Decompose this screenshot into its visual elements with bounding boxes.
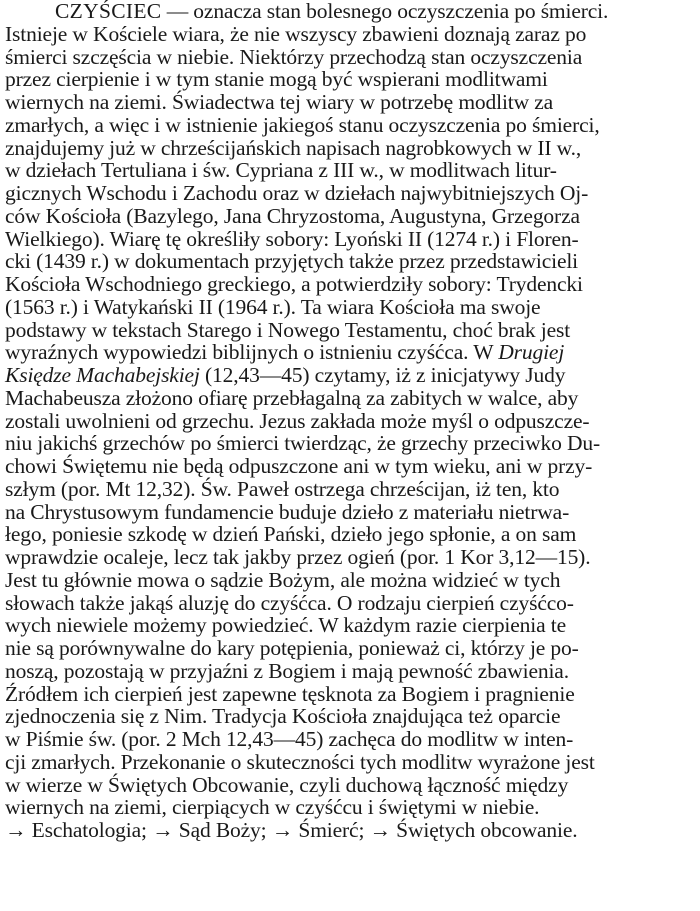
entry-line-32: zjednoczenia się z Nim. Tradycja Kościoła znajdująca też oparcie — [5, 704, 561, 729]
entry-line-24: łego, poniesie szkodę w dzień Pański, dzieło jego spłonie, a on sam — [5, 522, 577, 547]
entry-line-21: chowi Świętemu nie będą odpuszczone ani w tym wieku, ani w przy- — [5, 454, 593, 478]
entry-line-2: Istnieje w Kościele wiara, że nie wszyscy zbawieni doznają zaraz po — [5, 21, 587, 46]
entry-line-29: nie są porównywalne do kary potępienia, ponieważ ci, którzy je po- — [5, 636, 579, 660]
entry-line-22: szłym (por. Mt 12,32). Św. Paweł ostrzega chrześcijan, iż ten, kto — [5, 476, 560, 501]
arrow-right-icon: → — [5, 818, 27, 842]
italic-book-title: Drugiej — [498, 340, 565, 365]
entry-line-3: śmierci szczęścia w niebie. Niektórzy przechodzą stan oczyszczenia — [5, 44, 583, 69]
entry-line-23: na Chrystusowym fundamencie buduje dzieło z materiału nietrwa- — [5, 499, 570, 524]
arrow-right-icon: → — [369, 818, 391, 842]
cross-reference-smierc[interactable]: → Śmierć; — [271, 818, 365, 842]
italic-book-title: Księdze Machabejskiej — [5, 363, 200, 387]
entry-line-28: wych niewiele możemy powiedzieć. W każdym razie cierpienia te — [5, 613, 567, 638]
entry-line-19: zostali uwolnieni od grzechu. Jezus zakłada może myśl o odpuszcze- — [5, 408, 590, 433]
entry-line-7: znajdujemy już w chrześcijańskich napisach nagrobkowych w II w., — [5, 135, 582, 160]
entry-line-31: Źródłem ich cierpień jest zapewne tęsknota za Bogiem i pragnienie — [5, 681, 575, 706]
entry-line-1: CZYŚCIEC — oznacza stan bolesnego oczyszczenia po śmierci. — [55, 0, 609, 23]
entry-line-6: zmarłych, a więc i w istnienie jakiegoś stanu oczyszczenia po śmierci, — [5, 112, 600, 137]
entry-line-30: noszą, pozostają w przyjaźni z Bogiem i mają pewność zbawienia. — [5, 658, 569, 683]
entry-line-14: (1563 r.) i Watykański II (1964 r.). Ta wiara Kościoła ma swoje — [5, 294, 541, 319]
entry-line-27: słowach także jakąś aluzję do czyśćca. O rodzaju cierpień czyśćco- — [5, 590, 574, 615]
entry-line-10: ców Kościoła (Bazylego, Jana Chryzostoma, Augustyna, Grzegorza — [5, 203, 580, 228]
entry-line-34: cji zmarłych. Przekonanie o skuteczności tych modlitw wyrażone jest — [5, 749, 595, 774]
cross-reference-sad-bozy[interactable]: → Sąd Boży; — [152, 818, 267, 842]
entry-line-13: Kościoła Wschodniego greckiego, a potwierdziły sobory: Trydencki — [5, 272, 583, 296]
arrow-right-icon: → — [152, 818, 174, 842]
entry-line-35: w wierze w Świętych Obcowanie, czyli duchową łączność między — [5, 772, 569, 797]
entry-line-8: w dziełach Tertuliana i św. Cypriana z III w., w modlitwach litur- — [5, 158, 557, 183]
cross-reference-swietych-obcowanie[interactable]: → Świętych obcowanie. — [369, 818, 578, 842]
entry-line-15: podstawy w tekstach Starego i Nowego Testamentu, choć brak jest — [5, 317, 571, 342]
cross-references — [5, 819, 695, 842]
entry-line-25: wprawdzie ocaleje, lecz tak jakby przez ogień (por. 1 Kor 3,12—15). — [5, 545, 591, 569]
entry-line-4: przez cierpienie i w tym stanie mogą być wspierani modlitwami — [5, 67, 548, 92]
entry-line-5: wiernych na ziemi. Świadectwa tej wiary w potrzebę modlitw za — [5, 90, 554, 114]
entry-line-18: Machabeusza złożono ofiarę przebłagalną za zabitych w walce, aby — [5, 385, 579, 410]
entry-line-12: cki (1439 r.) w dokumentach przyjętych także przez przedstawicieli — [5, 249, 579, 274]
entry-line-36: wiernych na ziemi, cierpiących w czyśćcu i świętymi w niebie. — [5, 795, 540, 820]
entry-line-16: wyraźnych wypowiedzi biblijnych o istnieniu czyśćca. W Drugiej — [5, 340, 565, 365]
entry-line-20: niu jakichś grzechów po śmierci twierdząc, że grzechy przeciwko Du- — [5, 431, 600, 456]
entry-line-17: Księdze Machabejskiej (12,43—45) czytamy, iż z inicjatywy Judy — [5, 363, 566, 387]
entry-line-26: Jest tu głównie mowa o sądzie Bożym, ale można widzieć w tych — [5, 567, 561, 592]
headword: CZYŚCIEC — [55, 0, 162, 23]
arrow-right-icon: → — [271, 818, 294, 842]
entry-line-11: Wielkiego). Wiarę tę określiły sobory: Lyoński II (1274 r.) i Floren- — [5, 226, 579, 251]
entry-line-9: gicznych Wschodu i Zachodu oraz w dziełach najwybitniejszych Oj- — [5, 181, 589, 205]
entry-line-33: w Piśmie św. (por. 2 Mch 12,43—45) zachęca do modlitw w inten- — [5, 727, 574, 751]
dictionary-entry — [5, 0, 695, 842]
cross-reference-eschatologia[interactable]: → Eschatologia; — [5, 818, 147, 842]
